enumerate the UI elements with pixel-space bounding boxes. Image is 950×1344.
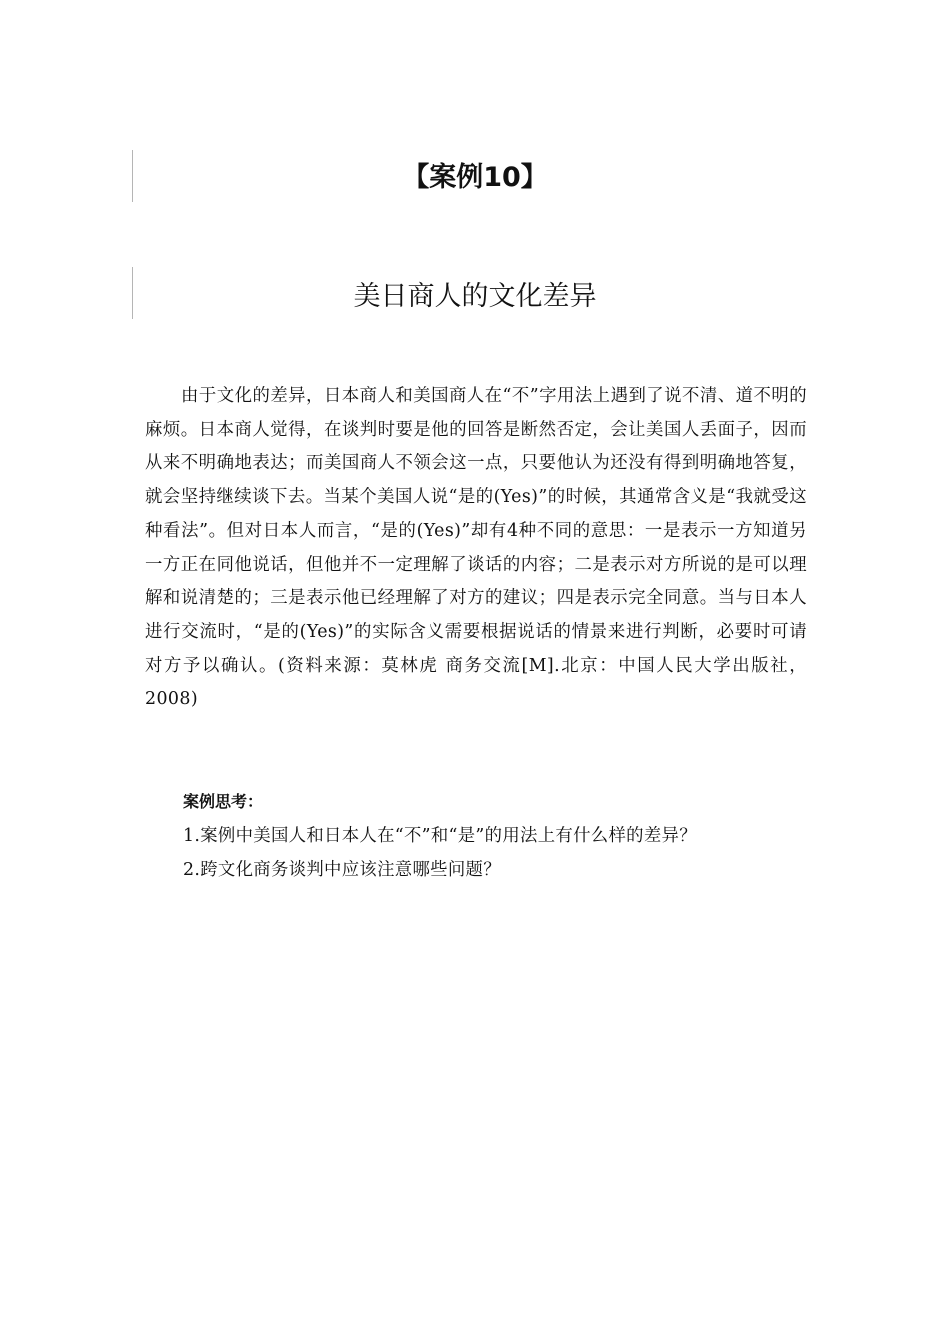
case-title: 美日商人的文化差异 [353,281,597,312]
question-item: 1.案例中美国人和日本人在“不”和“是”的用法上有什么样的差异？ [183,826,697,846]
case-body-paragraph: 由于文化的差异，日本商人和美国商人在“不”字用法上遇到了说不清、道不明的麻烦。日本商人觉得，在谈判时要是他的回答是断然否定，会让美国人丢面子，因而从来不明确地表达；而美国商人不领会这一点，只要他认为还没有得到明确地答复，就会坚持继续谈下去。当某个美国人说“是的(Yes)”的时候，其通常含义是“我就受这种看法”。但对日本人而言，“是的(Yes)”却有4种不同的意思：一是表示一方知道另一方正在同他说话，但他并不一定理解了谈话的内容；二是表示对方所说的是可以理解和说清楚的；三是表示他已经理解了对方的建议；四是表示完全同意。当与日本人进行交流时，“是的(Yes)”的实际含义需要根据说话的情景来进行判断，必要时可请对方予以确认。(资料来源：莫林虎 商务交流[M].北京：中国人民大学出版社，2008) [145,386,807,710]
question-item: 2.跨文化商务谈判中应该注意哪些问题？ [183,860,501,880]
case-number-heading: 【案例10】 [402,162,548,193]
questions-heading: 案例思考： [183,792,264,811]
